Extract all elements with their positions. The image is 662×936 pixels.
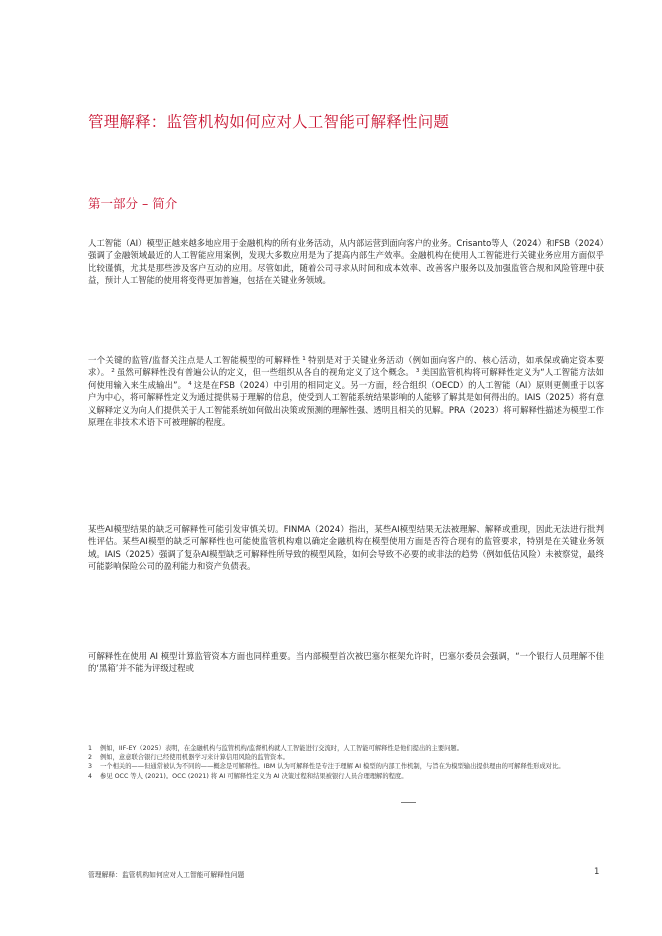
paragraph-regulatory-capital: 可解释性在使用 AI 模型计算监管资本方面也同样重要。当内部模型首次被巴塞尔框架允许时，巴塞尔委员会强调，“一个银行人员理解不佳的‘黑箱’并不能为评级过程或 — [88, 651, 604, 674]
paragraph-text: 这是在FSB（2024）中引用的相同定义。另一方面，经合组织（OECD）的人工智能（AI）原则更侧重于以客户为中心，将可解释性定义为通过提供易于理解的信息，使受到人工智能系统结果影响的人能够了解其是如何得出的。IAIS（2025）将有意义解释定义为向人们提供关于人工智能系统如何做出决策或预测的理解性强、透明且相关的见解。PRA（2023）将可解释性描述为模型工作原理在非技术术语下可被理解的程度。 — [88, 379, 604, 428]
divider — [401, 802, 416, 803]
footnote-ref-1[interactable]: 1 — [302, 356, 306, 362]
footnote-ref-4[interactable]: 4 — [188, 380, 192, 387]
footnotes — [88, 744, 606, 781]
page-number: 1 — [594, 867, 600, 877]
paragraph-text: 一个关键的监管/监督关注点是人工智能模型的可解释性 — [88, 355, 301, 365]
footnote-number: 2 — [88, 754, 93, 762]
footnote-item — [88, 772, 606, 781]
paragraph-text: 虽然可解释性没有普遍公认的定义，但一些组织从各自的视角定义了这个概念。 — [116, 367, 414, 378]
footnote-number: 4 — [88, 772, 93, 780]
footnote-item — [88, 744, 606, 753]
footnote-ref-3[interactable]: 3 — [415, 368, 420, 375]
footnote-text: 例如，意意联合银行已经使用机器学习来计算信用风险的监管资本。 — [100, 754, 289, 762]
footnote-number: 1 — [88, 745, 93, 752]
section-heading: 第一部分 – 简介 — [88, 196, 178, 211]
footnote-item — [88, 753, 606, 762]
footnote-number: 3 — [88, 763, 93, 771]
footnote-ref-2[interactable]: 2 — [111, 368, 115, 375]
paragraph-intro: 人工智能（AI）模型正越来越多地应用于金融机构的所有业务活动，从内部运营到面向客户的业务。Crisanto等人（2024）和FSB（2024）强调了金融领域最近的人工智能应用案例，发现大多数应用是为了提高内部生产效率。金融机构在使用人工智能进行关键业务应用方面似乎比较谨慎，尤其是那些涉及客户互动的应用。尽管如此，随着公司寻求从时间和成本效率、改善客户服务以及加强监管合规和风险管理中获益，预计人工智能的使用将变得更加普遍，包括在关键业务领域。 — [88, 238, 604, 286]
footnote-text: 一个相关的——但通常被认为不同的——概念是可解释性。IBM 认为可解释性是专注于理解 AI 模型的内部工作机制，与旨在为模型输出提供理由的可解释性形成对比。 — [100, 763, 565, 771]
paragraph-text: 美国监管机构将可解释性定义为“人工智能方法如何使用输入来生成输出”。 — [88, 367, 604, 390]
footer-running-title: 管理解释：监管机构如何应对人工智能可解释性问题 — [88, 871, 245, 879]
page-title: 管理解释：监管机构如何应对人工智能可解释性问题 — [88, 113, 450, 131]
paragraph-prudential-concerns: 某些AI模型结果的缺乏可解释性可能引发审慎关切。FINMA（2024）指出，某些AI模型结果无法被理解、解释或重现，因此无法进行批判性评估。某些AI模型的缺乏可解释性也可能使监管机构难以确定金融机构在模型使用方面是否符合现有的监管要求，特别是在关键业务领域。IAIS（2025）强调了复杂AI模型缺乏可解释性所导致的模型风险，如何会导致不必要的或非法的趋势（例如低估风险）未被察觉，最终可能影响保险公司的盈利能力和资产负债表。 — [88, 524, 604, 572]
paragraph-text: 特别是对于关键业务活动（例如面向客户的、核心活动，如承保或确定资本要求）。 — [88, 355, 604, 378]
footnote-item — [88, 762, 606, 771]
paragraph-explainability-definition — [88, 354, 604, 428]
footnote-text: 例如，IIF-EY（2025）表明，在金融机构与监管机构/监督机构就人工智能进行交流时，人工智能可解释性是他们提出的主要问题。 — [100, 745, 464, 752]
footnote-text: 参见 OCC 等人 (2021)。OCC (2021) 将 AI 可解释性定义为 AI 决策过程和结果被银行人员合理理解的程度。 — [100, 772, 408, 780]
